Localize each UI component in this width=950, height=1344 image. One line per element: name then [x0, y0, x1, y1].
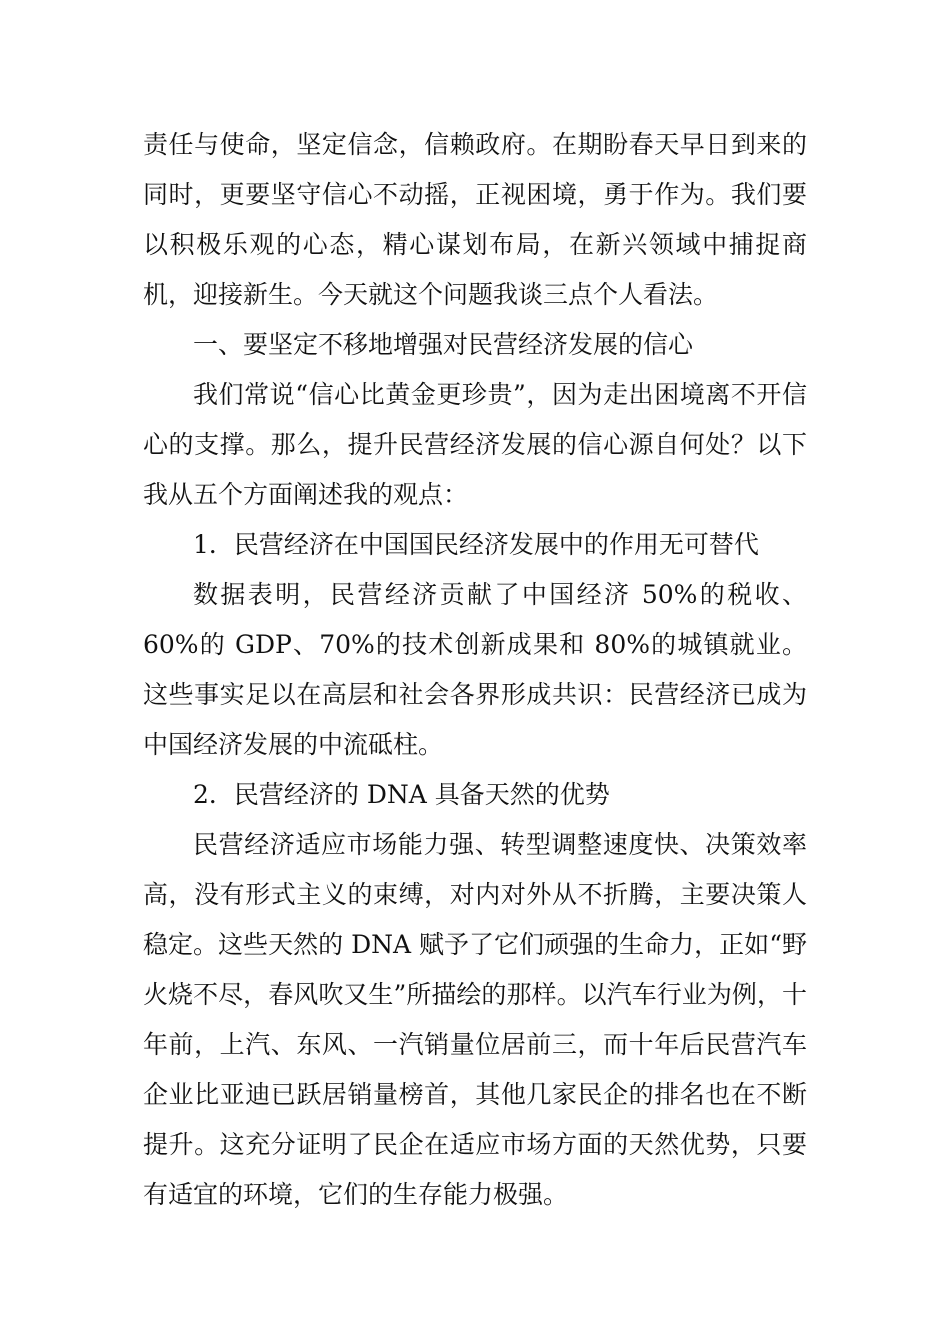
document-page [143, 120, 807, 1220]
paragraph-data: 数据表明，民营经济贡献了中国经济 50%的税收、60%的 GDP、70%的技术创新成果和 80%的城镇就业。这些事实足以在高层和社会各界形成共识：民营经济已成为中国经济发展的中流砥柱。 [143, 580, 807, 759]
subheading-2: 2．民营经济的 DNA 具备天然的优势 [193, 780, 610, 809]
paragraph-intro-continuation: 责任与使命，坚定信念，信赖政府。在期盼春天早日到来的同时，更要坚守信心不动摇，正视困境，勇于作为。我们要以积极乐观的心态，精心谋划布局，在新兴领域中捕捉商机，迎接新生。今天就这个问题我谈三点个人看法。 [143, 130, 807, 309]
subheading-1: 1．民营经济在中国国民经济发展中的作用无可替代 [193, 530, 759, 559]
section-heading-1: 一、要坚定不移地增强对民营经济发展的信心 [193, 330, 694, 359]
paragraph-dna: 民营经济适应市场能力强、转型调整速度快、决策效率高，没有形式主义的束缚，对内对外从不折腾，主要决策人稳定。这些天然的 DNA 赋予了它们顽强的生命力，正如“野火烧不尽，春风吹又生”所描绘的那样。以汽车行业为例，十年前，上汽、东风、一汽销量位居前三，而十年后民营汽车企业比亚迪已跃居销量榜首，其他几家民企的排名也在不断提升。这充分证明了民企在适应市场方面的天然优势，只要有适宜的环境，它们的生存能力极强。 [143, 830, 807, 1209]
paragraph-confidence: 我们常说“信心比黄金更珍贵”，因为走出困境离不开信心的支撑。那么，提升民营经济发展的信心源自何处？以下我从五个方面阐述我的观点： [143, 380, 807, 509]
